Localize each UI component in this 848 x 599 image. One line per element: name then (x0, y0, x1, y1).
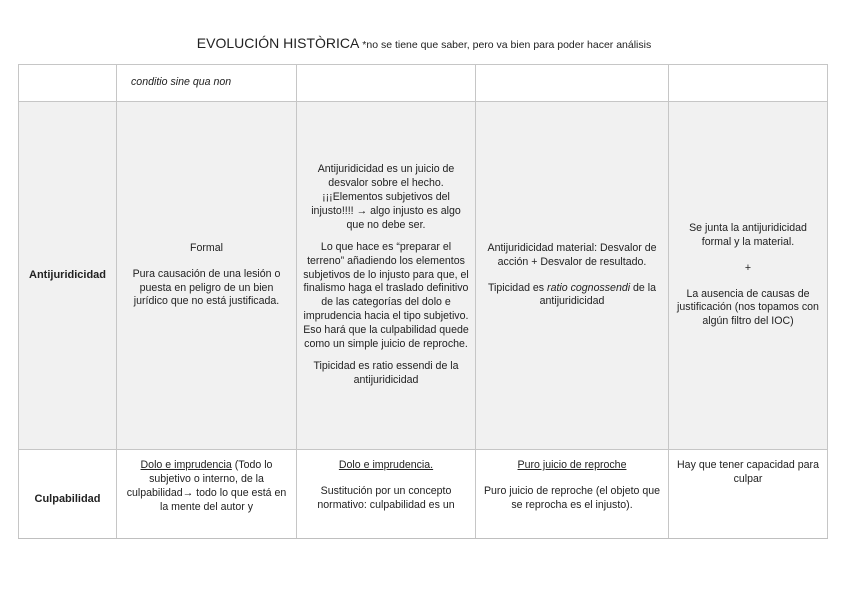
historical-evolution-table-wrapper (18, 64, 828, 539)
table-cell-empty (669, 65, 828, 102)
italic-text: ratio cognossendi (547, 281, 631, 294)
table-cell-empty (476, 65, 669, 102)
historical-evolution-table (18, 64, 828, 539)
text-span: Tipicidad es (487, 281, 548, 294)
table-cell (297, 102, 476, 450)
table-cell-empty (297, 65, 476, 102)
table-row (19, 102, 828, 450)
cell-text: Sustitución por un concepto normativo: culpabilidad es un (317, 484, 455, 511)
cell-text: Antijuridicidad es un juicio de desvalor sobre el hecho. ¡¡¡Elementos subjetivos del injusto!!!! → algo injusto es algo que no debe ser. (311, 162, 461, 231)
underlined-text: Dolo e imprudencia. (338, 459, 434, 471)
cell-text: Hay que tener capacidad para culpar (677, 459, 819, 485)
cell-text: Se junta la antijuridicidad formal y la material. (689, 221, 807, 248)
text-span: de la antijuridicidad (539, 281, 657, 308)
title-note: *no se tiene que saber, pero va bien para poder hacer análisis (359, 39, 652, 51)
table-cell (476, 102, 669, 450)
conditio-text: conditio sine qua non (131, 76, 232, 89)
cell-text (482, 282, 662, 310)
cell-text: Antijuridicidad material: Desvalor de acción + Desvalor de resultado. (487, 241, 657, 268)
table-cell (117, 102, 297, 450)
table-cell (476, 450, 669, 540)
text-span: (Todo lo subjetivo o interno, de la culpabilidad→ todo lo que está en la mente del autor y (126, 459, 287, 513)
row-header-antijuridicidad: Antijuridicidad (19, 102, 117, 450)
cell-text: Pura causación de una lesión o puesta en peligro de un bien jurídico que no está justificada. (132, 267, 281, 308)
table-row (19, 65, 828, 102)
table-cell-empty (19, 65, 117, 102)
cell-text (123, 459, 290, 515)
underlined-text: Dolo e imprudencia (140, 459, 232, 471)
cell-text: Puro juicio de reproche (el objeto que se reprocha es el injusto). (483, 484, 661, 511)
table-cell (669, 102, 828, 450)
cell-text: Tipicidad es ratio essendi de la antijuridicidad (313, 360, 459, 387)
cell-text: Lo que hace es “preparar el terreno” añadiendo los elementos subjetivos de lo injusto para que, el finalismo haga el traslado definitivo de las categorías del dolo e imprudencia hacia el tipo subjetivo. Eso hará que la culpabilidad quede como un simple juicio de reproche. (303, 240, 469, 351)
title-main: EVOLUCIÓN HISTÒRICA (196, 35, 360, 51)
table-row (19, 450, 828, 540)
cell-text: La ausencia de causas de justificación (nos topamos con algún filtro del IOC) (677, 287, 819, 328)
table-cell (297, 450, 476, 540)
table-cell (117, 65, 297, 102)
plus-sign: + (744, 261, 752, 274)
document-title (0, 35, 848, 51)
underlined-text: Puro juicio de reproche (517, 459, 627, 471)
cell-heading: Formal (190, 241, 223, 254)
table-cell (117, 450, 297, 540)
table-cell (669, 450, 828, 540)
row-header-culpabilidad: Culpabilidad (19, 450, 117, 540)
